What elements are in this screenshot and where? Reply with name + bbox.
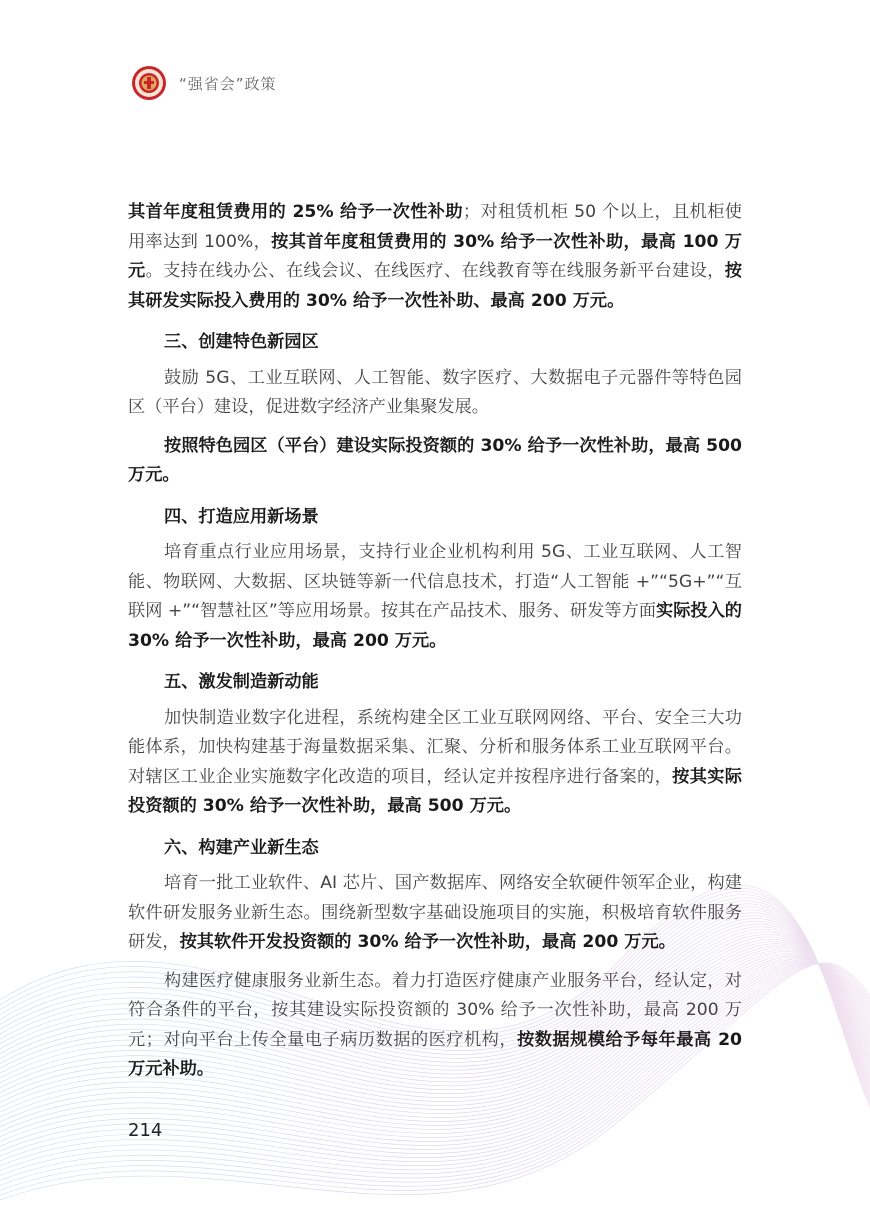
bold-text: 按其软件开发投资额的 30% 给予一次性补助，最高 200 万元。 — [179, 932, 676, 952]
bold-text: 按其实际投资额的 30% 给予一次性补助，最高 500 万元。 — [128, 766, 742, 816]
text: 构建医疗健康服务业新生态。着力打造医疗健康产业服务平台，经认定，对符合条件的平台，按其建设实际投资额的 30% 给予一次性补助，最高 200 万元；对向平台上传全量电子病历数据的医疗机构， — [128, 970, 742, 1050]
bold-text: 实际投入的 30% 给予一次性补助，最高 200 万元。 — [128, 601, 742, 651]
page-header — [131, 64, 277, 102]
paragraph-s3-2 — [128, 432, 742, 491]
text: 培育一批工业软件、AI 芯片、国产数据库、网络安全软硬件领军企业，构建软件研发服务业新生态。围绕新型数字基础设施项目的实施，积极培育软件服务研发， — [128, 873, 742, 952]
paragraph-s4 — [128, 538, 742, 656]
section-heading-4: 四、打造应用新场景 — [164, 506, 319, 527]
emblem-logo-icon — [131, 65, 167, 101]
paragraph-s3-1: 鼓励 5G、工业互联网、人工智能、数字医疗、大数据电子元器件等特色园区（平台）建设，促进数字经济产业集聚发展。 — [128, 367, 742, 417]
bold-text: 按其研发实际投入费用的 30% 给予一次性补助、最高 200 万元。 — [128, 261, 742, 311]
paragraph-s6-1 — [128, 869, 742, 958]
bold-text: 按数据规模给予每年最高 20 万元补助。 — [128, 1029, 742, 1079]
text: ；对租赁机柜 50 个以上，且机柜使用率达到 100%， — [128, 202, 742, 252]
text: 。支持在线办公、在线会议、在线医疗、在线教育等在线服务新平台建设， — [145, 261, 725, 281]
paragraph-s6-2 — [128, 967, 742, 1085]
header-title: “强省会”政策 — [179, 74, 277, 93]
bold-text: 按其首年度租赁费用的 30% 给予一次性补助，最高 100 万元 — [128, 231, 742, 281]
section-heading-6: 六、构建产业新生态 — [164, 837, 319, 858]
bold-text: 其首年度租赁费用的 25% 给予一次性补助 — [128, 202, 463, 222]
section-heading-3: 三、创建特色新园区 — [164, 332, 319, 352]
text: 加快制造业数字化进程，系统构建全区工业互联网网络、平台、安全三大功能体系，加快构建基于海量数据采集、汇聚、分析和服务体系工业互联网平台。对辖区工业企业实施数字化改造的项目，经认定并按程序进行备案的， — [128, 707, 742, 787]
section-heading-5: 五、激发制造新动能 — [164, 672, 319, 692]
paragraph-s5 — [128, 704, 742, 822]
paragraph-rental-subsidy — [128, 198, 742, 316]
page-number: 214 — [128, 1120, 163, 1141]
bold-text: 按照特色园区（平台）建设实际投资额的 30% 给予一次性补助，最高 500 万元。 — [128, 435, 742, 485]
text: 培育重点行业应用场景，支持行业企业机构利用 5G、工业互联网、人工智能、物联网、大数据、区块链等新一代信息技术，打造“人工智能 +”“5G+”“互联网 +”“智慧社区”等应用场景。按其在产品技术、服务、研发等方面 — [128, 542, 742, 621]
document-body — [128, 198, 742, 1085]
